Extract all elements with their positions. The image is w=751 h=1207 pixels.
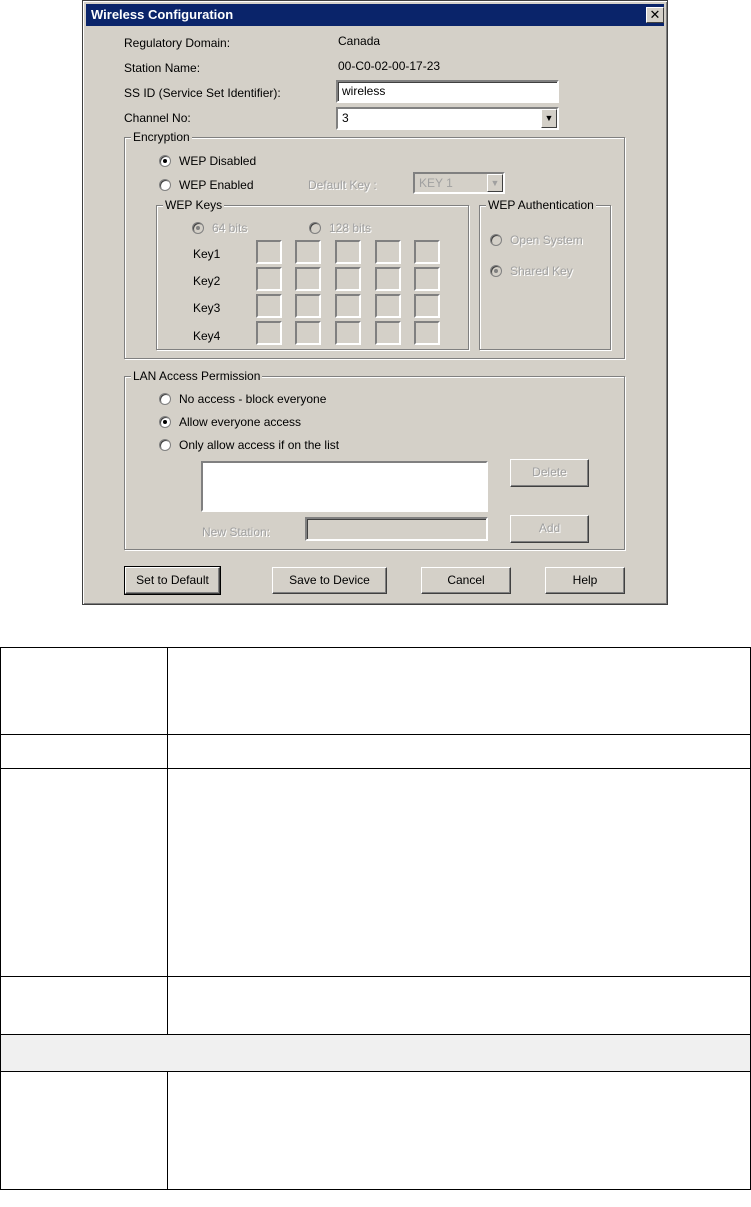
wep-authentication-group-label: WEP Authentication <box>488 198 594 212</box>
ssid-label: SS ID (Service Set Identifier): <box>124 86 281 100</box>
key2-byte-5-input[interactable] <box>414 267 440 291</box>
only-list-label: Only allow access if on the list <box>179 438 340 452</box>
table-row <box>1 769 751 977</box>
set-to-default-button[interactable]: Set to Default <box>125 567 220 594</box>
wep-enabled-radio[interactable] <box>159 179 171 191</box>
key4-label: Key4 <box>193 329 221 343</box>
ssid-input[interactable]: wireless <box>336 80 559 103</box>
table-row <box>1 648 751 735</box>
open-system-label: Open System <box>510 233 583 247</box>
key3-byte-5-input[interactable] <box>414 294 440 318</box>
key1-byte-2-input[interactable] <box>295 240 321 264</box>
key4-byte-1-input[interactable] <box>256 321 282 345</box>
table-cell-label <box>1 648 168 735</box>
only-list-radio[interactable] <box>159 439 171 451</box>
key4-byte-4-input[interactable] <box>375 321 401 345</box>
bits128-radio[interactable] <box>309 222 321 234</box>
open-system-radio[interactable] <box>490 234 502 246</box>
key2-byte-1-input[interactable] <box>256 267 282 291</box>
new-station-input[interactable] <box>305 517 488 541</box>
key1-byte-4-input[interactable] <box>375 240 401 264</box>
regulatory-domain-label: Regulatory Domain: <box>124 36 231 50</box>
table-cell-label <box>1 769 168 977</box>
title-bar[interactable] <box>86 4 664 26</box>
help-button[interactable]: Help <box>545 567 625 594</box>
wep-keys-group-label: WEP Keys <box>165 198 223 212</box>
default-key-label: Default Key : <box>308 178 377 192</box>
station-name-value: 00-C0-02-00-17-23 <box>338 59 441 73</box>
save-to-device-button[interactable]: Save to Device <box>272 567 387 594</box>
key3-byte-4-input[interactable] <box>375 294 401 318</box>
bits64-label: 64 bits <box>212 221 248 235</box>
description-table <box>0 647 751 1190</box>
table-cell-text <box>168 735 751 769</box>
station-name-label: Station Name: <box>124 61 201 75</box>
cancel-button[interactable]: Cancel <box>421 567 511 594</box>
allow-everyone-label: Allow everyone access <box>179 415 302 429</box>
key3-label: Key3 <box>193 301 221 315</box>
table-section-header <box>1 1035 751 1072</box>
shared-key-radio[interactable] <box>490 265 502 277</box>
key1-byte-5-input[interactable] <box>414 240 440 264</box>
table-row <box>1 977 751 1035</box>
channel-select[interactable] <box>336 107 559 130</box>
table-row <box>1 1072 751 1190</box>
wep-enabled-label: WEP Enabled <box>179 178 254 192</box>
table-cell-text <box>168 769 751 977</box>
key4-byte-2-input[interactable] <box>295 321 321 345</box>
delete-button[interactable]: Delete <box>510 459 589 487</box>
key4-byte-3-input[interactable] <box>335 321 361 345</box>
add-button[interactable]: Add <box>510 515 589 543</box>
table-cell-text <box>168 977 751 1035</box>
channel-select-value: 3 <box>342 111 349 125</box>
encryption-group-label: Encryption <box>133 130 190 144</box>
shared-key-label: Shared Key <box>510 264 573 278</box>
wireless-configuration-dialog <box>82 0 668 605</box>
bits64-radio[interactable] <box>192 222 204 234</box>
table-cell-label <box>1 1072 168 1190</box>
key3-byte-2-input[interactable] <box>295 294 321 318</box>
allow-everyone-radio[interactable] <box>159 416 171 428</box>
bits128-label: 128 bits <box>329 221 372 235</box>
key2-label: Key2 <box>193 274 221 288</box>
key3-byte-3-input[interactable] <box>335 294 361 318</box>
default-key-select[interactable] <box>413 172 505 194</box>
chevron-down-icon[interactable]: ▼ <box>487 174 503 192</box>
key2-byte-3-input[interactable] <box>335 267 361 291</box>
table-cell-text <box>168 1072 751 1190</box>
station-listbox[interactable] <box>201 461 488 512</box>
table-cell-label <box>1 977 168 1035</box>
no-access-label: No access - block everyone <box>179 392 327 406</box>
lan-access-group-label: LAN Access Permission <box>133 369 261 383</box>
key1-label: Key1 <box>193 247 221 261</box>
close-icon[interactable]: ✕ <box>646 7 664 23</box>
key2-byte-4-input[interactable] <box>375 267 401 291</box>
dialog-title: Wireless Configuration <box>91 7 234 22</box>
new-station-label: New Station: <box>202 525 271 539</box>
key1-byte-3-input[interactable] <box>335 240 361 264</box>
table-row <box>1 735 751 769</box>
key3-byte-1-input[interactable] <box>256 294 282 318</box>
wep-disabled-label: WEP Disabled <box>179 154 257 168</box>
table-row <box>1 1035 751 1072</box>
default-key-value: KEY 1 <box>419 176 453 190</box>
key2-byte-2-input[interactable] <box>295 267 321 291</box>
key4-byte-5-input[interactable] <box>414 321 440 345</box>
no-access-radio[interactable] <box>159 393 171 405</box>
table-cell-text <box>168 648 751 735</box>
chevron-down-icon[interactable]: ▼ <box>541 109 557 128</box>
regulatory-domain-value: Canada <box>338 34 381 48</box>
table-cell-label <box>1 735 168 769</box>
key1-byte-1-input[interactable] <box>256 240 282 264</box>
wep-disabled-radio[interactable] <box>159 155 171 167</box>
channel-no-label: Channel No: <box>124 111 191 125</box>
